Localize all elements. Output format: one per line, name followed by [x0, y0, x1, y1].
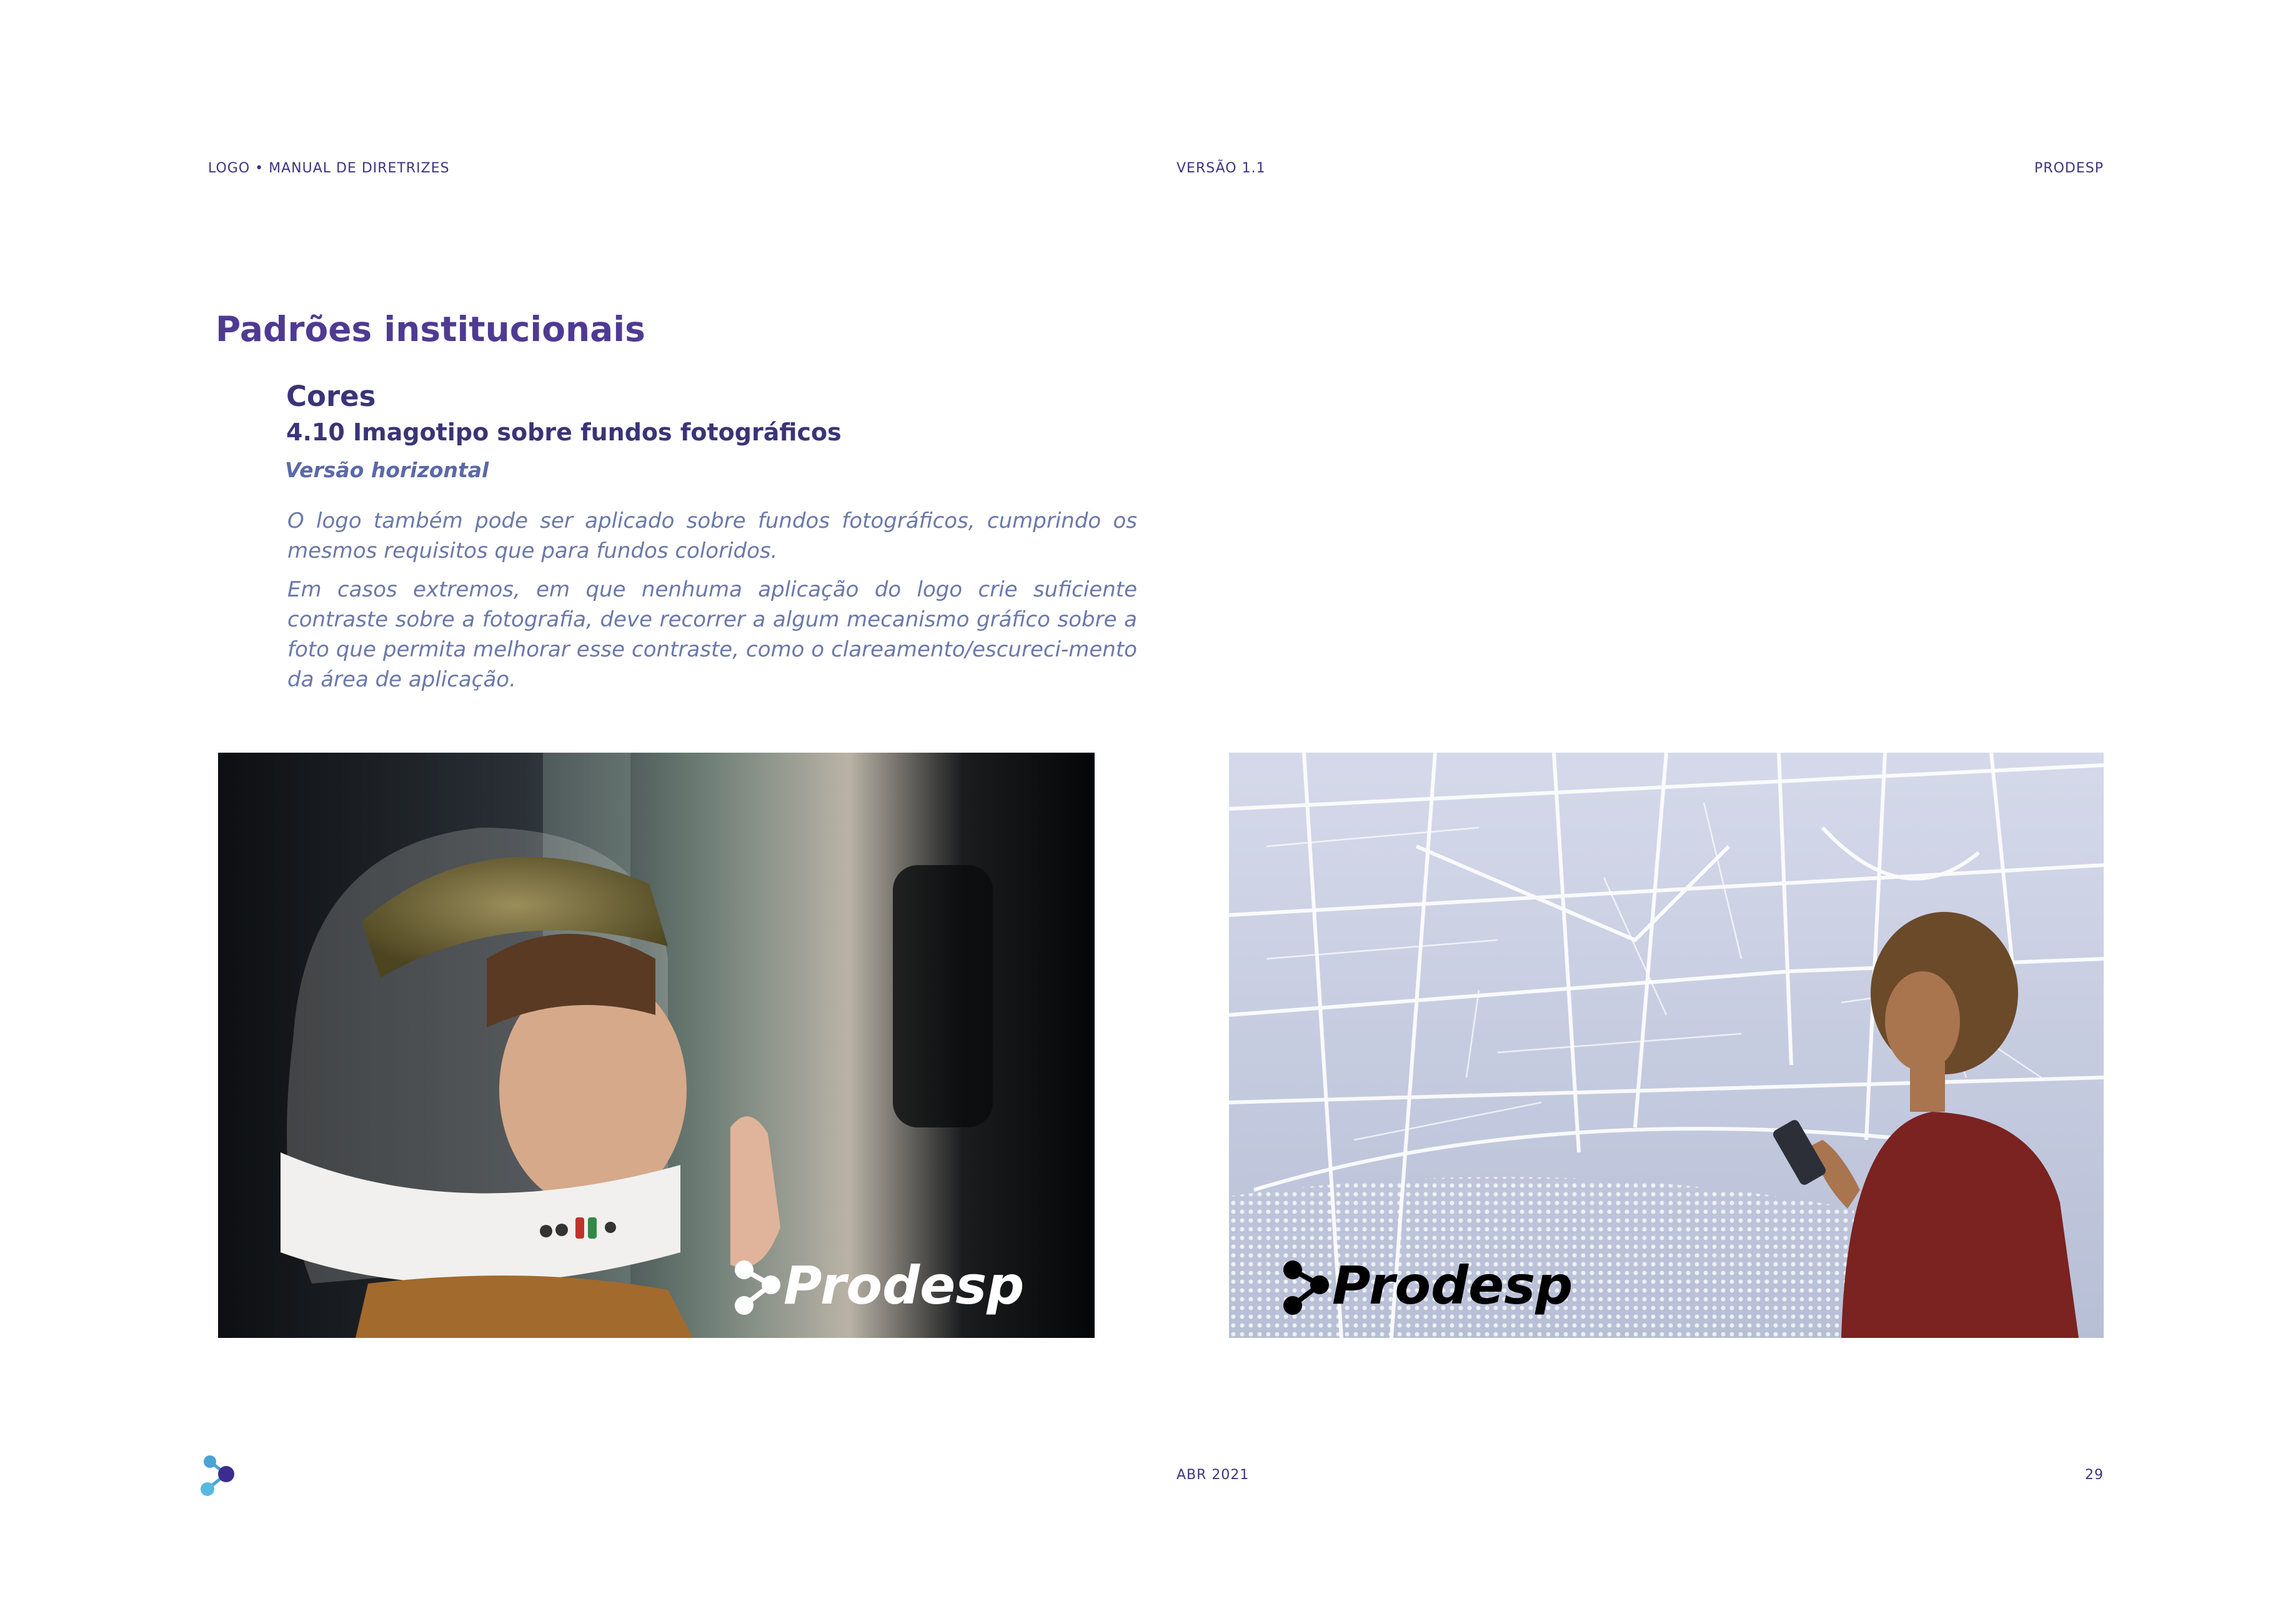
body-paragraph-1: O logo também pode ser aplicado sobre fundos fotográficos, cumprindo os mesmos requisitos que para fundos coloridos.: [287, 508, 1137, 563]
logo-wordmark: Prodesp: [1332, 1255, 1573, 1316]
subsection-title: 4.10 Imagotipo sobre fundos fotográficos: [286, 418, 842, 446]
logo-wordmark: Prodesp: [783, 1255, 1025, 1316]
photo-example-dark: [218, 753, 1095, 1338]
woman-map-photo: [1229, 753, 2104, 1338]
footer-date: ABR 2021: [1176, 1467, 1250, 1483]
photo-example-light: [1229, 753, 2104, 1338]
page-number: 29: [2085, 1467, 2104, 1483]
header-version: VERSÃO 1.1: [1176, 161, 1266, 176]
section-title: Cores: [286, 380, 376, 413]
prodesp-symbol-icon: [200, 1454, 239, 1498]
page-title: Padrões institucionais: [216, 309, 645, 349]
child-astronaut-photo: [218, 753, 1095, 1338]
variant-label: Versão horizontal: [285, 458, 489, 482]
header-doc-title: LOGO • MANUAL DE DIRETRIZES: [208, 161, 450, 176]
body-paragraph-2: Em casos extremos, em que nenhuma aplicação do logo crie suficiente contraste sobre a fotografia, deve recorrer a algum mecanismo gráfico sobre a foto que permita melhorar esse contraste, como o clareamento/escureci-mento da área de aplicação.: [287, 577, 1137, 692]
header-brand: PRODESP: [2034, 161, 2104, 176]
